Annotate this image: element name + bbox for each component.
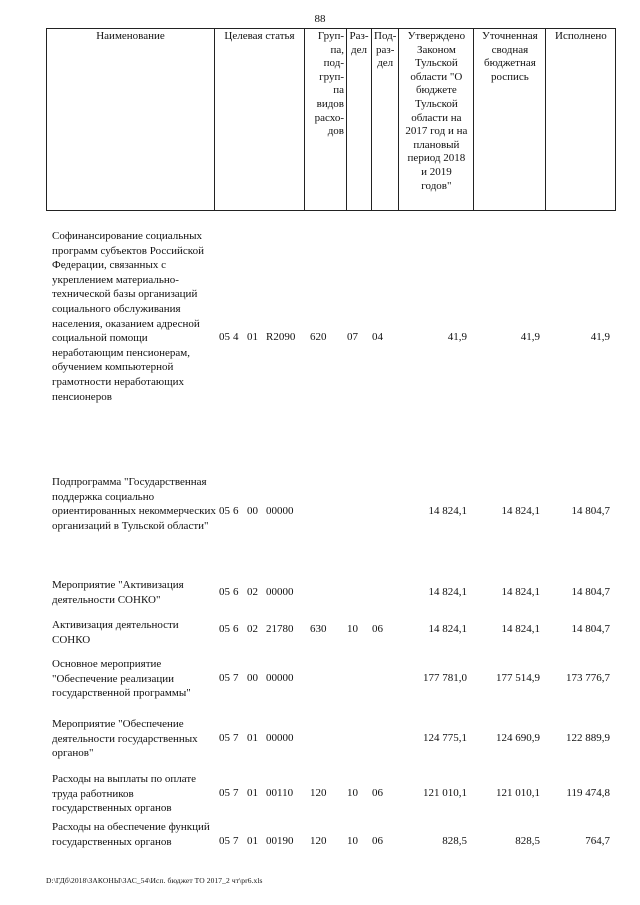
row-name: Мероприятие "Активизация деятельности СОНКО": [52, 579, 184, 606]
page-number: 88: [314, 13, 326, 25]
header-executed: Исполнено: [546, 29, 616, 211]
row-name: Основное мероприятие "Обеспечение реализации государственной программы": [52, 658, 191, 700]
row-name: Расходы на обеспечение функций государственных органов: [52, 821, 210, 848]
row-name: Расходы на выплаты по оплате труда работников государственных органов: [52, 773, 197, 815]
row-name: Мероприятие "Обеспечение деятельности государственных органов": [52, 718, 198, 760]
header-group: Груп- па, под- груп- па видов расхо- дов: [305, 29, 347, 211]
header-name: Наименование: [47, 29, 215, 211]
header-section: Раз- дел: [347, 29, 372, 211]
header-approved: Утверждено Законом Тульской области "О бюджете Тульской области на 2017 год и на плановый период 2018 и 2019 годов": [399, 29, 474, 211]
file-path-footer: D:\ГДб\2018\ЗАКОНЫ\ЗАС_54\Исп. бюджет ТО 2017_2 чт\рr6.xls: [46, 876, 263, 885]
row-name: Подпрограмма "Государственная поддержка социально ориентированных некоммерческих организаций в Тульской области": [52, 476, 216, 532]
row-name: Софинансирование социальных программ субъектов Российской Федерации, связанных с укреплением материально-технической базы организаций социального обслуживания населения, оказанием адресной социальной помощи неработающим пенсионерам, обучением компьютерной грамотности неработающих пенсионеров: [52, 230, 204, 403]
row-name: Активизация деятельности СОНКО: [52, 619, 179, 646]
table-header: [46, 28, 616, 211]
header-revised: Уточненная сводная бюджетная роспись: [474, 29, 546, 211]
header-target: Целевая статья: [215, 29, 305, 211]
header-subsection: Под- раз- дел: [372, 29, 399, 211]
